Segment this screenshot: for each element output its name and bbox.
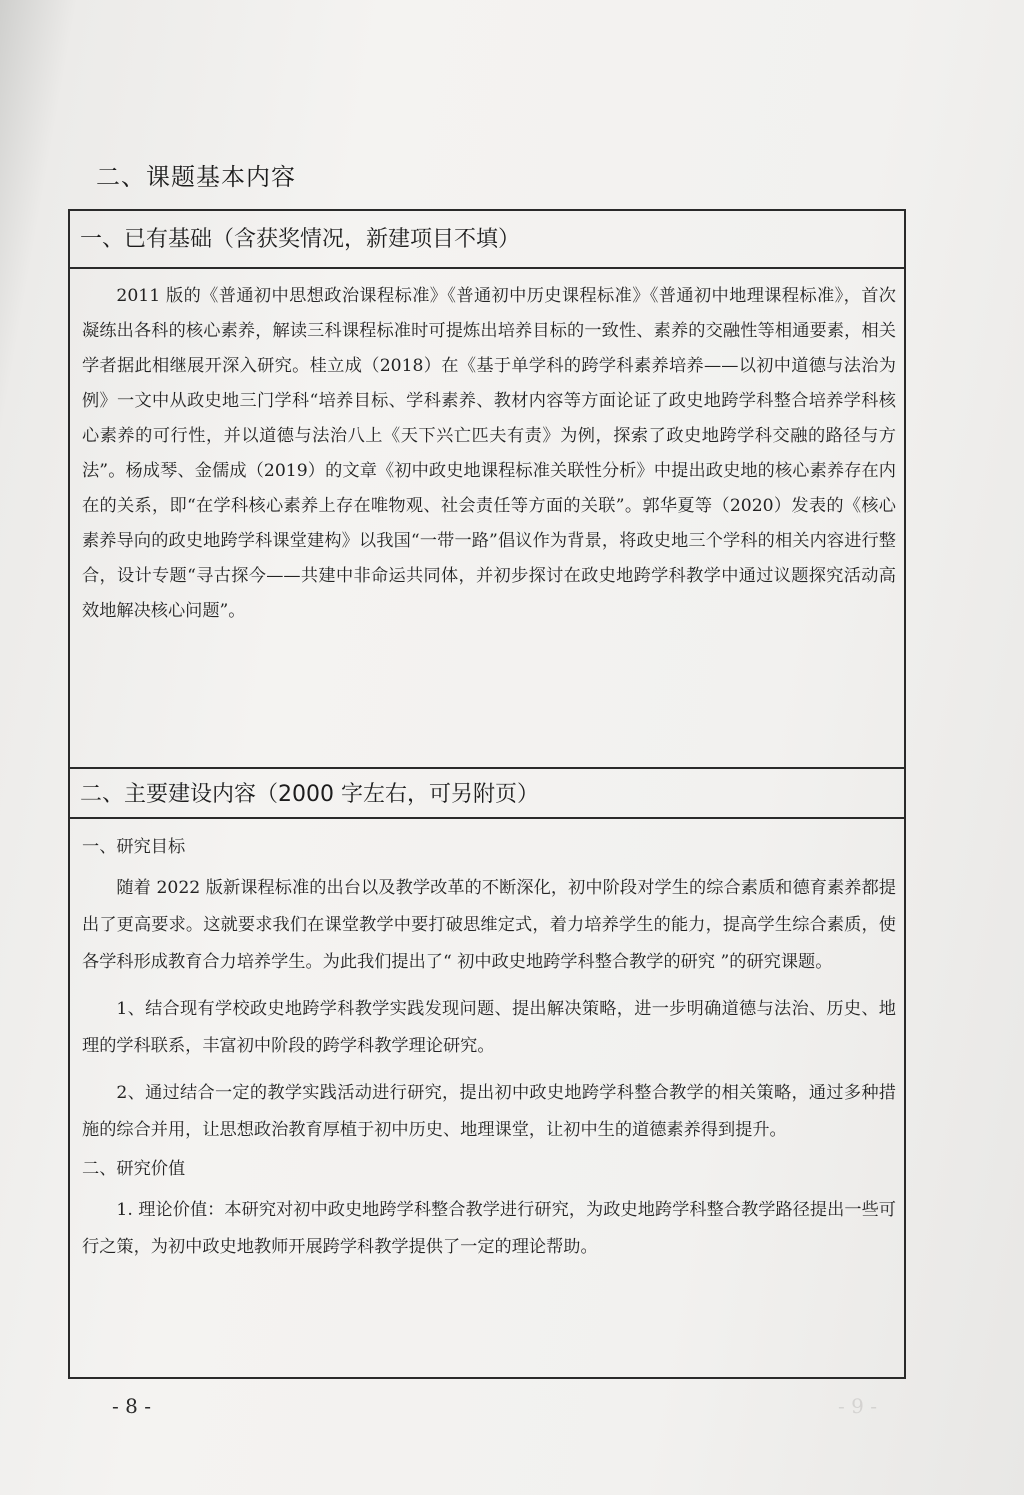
section-title: 二、课题基本内容 [96,163,296,191]
existing-foundation-paragraph: 2011 版的《普通初中思想政治课程标准》《普通初中历史课程标准》《普通初中地理课程标准》，首次凝练出各科的核心素养，解读三科课程标准时可提炼出培养目标的一致性、素养的交融性等相通要素，相关学者据此相继展开深入研究。桂立成（2018）在《基于单学科的跨学科素养培养——以初中道德与法治为例》一文中从政史地三门学科“培养目标、学科素养、教材内容等方面论证了政史地跨学科整合培养学科核心素养的可行性，并以道德与法治八上《天下兴亡匹夫有责》为例，探索了政史地跨学科交融的路径与方法”。杨成琴、金儒成（2019）的文章《初中政史地课程标准关联性分析》中提出政史地的核心素养存在内在的关系，即“在学科核心素养上存在唯物观、社会责任等方面的关联”。郭华夏等（2020）发表的《核心素养导向的政史地跨学科课堂建构》以我国“一带一路”倡议作为背景，将政史地三个学科的相关内容进行整合，设计专题“寻古探今——共建中非命运共同体，并初步探讨在政史地跨学科教学中通过议题探究活动高效地解决核心问题”。 [82,286,896,621]
theoretical-value-paragraph: 1. 理论价值：本研究对初中政史地跨学科整合教学进行研究，为政史地跨学科整合教学路径提出一些可行之策，为初中政史地教师开展跨学科教学提供了一定的理论帮助。 [82,1200,896,1257]
existing-foundation-body [82,279,896,629]
page-number: - 8 - [112,1394,151,1418]
show-through-text [330,178,750,207]
next-page-number-show-through: - 9 - [838,1394,877,1418]
content-table [68,209,906,1379]
main-content-body [82,831,896,1266]
research-goal-subheading: 一、研究目标 [82,837,186,857]
research-goal-item-1: 1、结合现有学校政史地跨学科教学实践发现问题、提出解决策略，进一步明确道德与法治、历史、地理的学科联系，丰富初中阶段的跨学科教学理论研究。 [82,999,896,1056]
research-goal-paragraph: 随着 2022 版新课程标准的出台以及教学改革的不断深化，初中阶段对学生的综合素质和德育素养都提出了更高要求。这就要求我们在课堂教学中要打破思维定式，着力培养学生的能力，提高学生综合素质，使各学科形成教育合力培养学生。为此我们提出了“ 初中政史地跨学科整合教学的研究 ”的研究课题。 [82,878,896,972]
existing-foundation-heading: 一、已有基础（含获奖情况，新建项目不填） [70,211,904,269]
main-content-heading: 二、主要建设内容（2000 字左右，可另附页） [70,767,904,819]
research-goal-item-2: 2、通过结合一定的教学实践活动进行研究，提出初中政史地跨学科整合教学的相关策略，通过多种措施的综合并用，让思想政治教育厚植于初中历史、地理课堂，让初中生的道德素养得到提升。 [82,1083,896,1140]
research-value-subheading: 二、研究价值 [82,1159,186,1179]
